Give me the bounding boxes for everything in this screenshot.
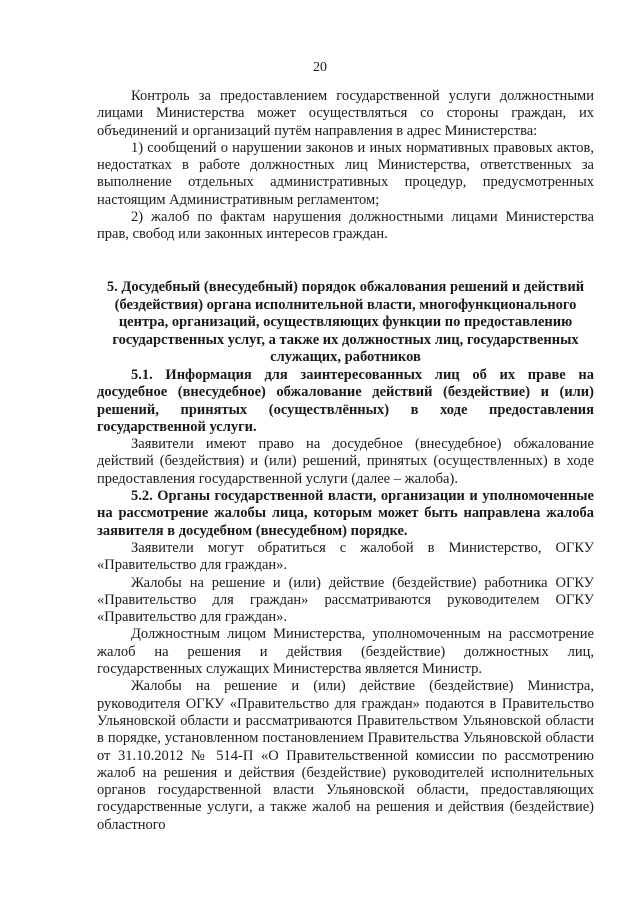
body-paragraph: Заявители могут обратиться с жалобой в Министерство, ОГКУ «Правительство для граждан». <box>97 539 594 574</box>
body-paragraph: Заявители имеют право на досудебное (внесудебное) обжалование действий (бездействия) и (или) решений, принятых (осуществленных) в ходе предоставления государственной услуги (далее – жалоба). <box>97 436 594 487</box>
body-paragraph: Жалобы на решение и (или) действие (бездействие) Министра, руководителя ОГКУ «Правительство для граждан» подаются в Правительство Ульяновской области и рассматриваются Правительством Ульяновской области в порядке, установленном постановлением Правительства Ульяновской области от 31.10.2012 № 514-П «О Правительственной комиссии по рассмотрению жалоб на решения и действия (бездействие) руководителей исполнительных органов государственной власти Ульяновской области, предоставляющих государственные услуги, а также жалоб на решения и действия (бездействие) областного <box>97 678 594 833</box>
subsection-heading: 5.1. Информация для заинтересованных лиц об их праве на досудебное (внесудебное) обжалование действий (бездействие) и (или) решений, принятых (осуществлённых) в ходе предоставления государственной услуги. <box>97 367 594 435</box>
subsection-heading: 5.2. Органы государственной власти, организации и уполномоченные на рассмотрение жалобы лица, которым может быть направлена жалоба заявителя в досудебном (внесудебном) порядке. <box>97 488 594 539</box>
section-body <box>97 367 594 834</box>
intro-paragraph: Контроль за предоставлением государственной услуги должностными лицами Министерства может осуществляться со стороны граждан, их объединений и организаций путём направления в адрес Министерства: <box>97 88 594 139</box>
intro-block <box>97 88 594 244</box>
intro-paragraph: 2) жалоб по фактам нарушения должностными лицами Министерства прав, свобод или законных интересов граждан. <box>97 209 594 243</box>
intro-paragraph: 1) сообщений о нарушении законов и иных нормативных правовых актов, недостатках в работе должностных лиц Министерства, ответственных за выполнение отдельных административных процедур, предусмотренных настоящим Административным регламентом; <box>97 139 594 208</box>
section-heading: 5. Досудебный (внесудебный) порядок обжалования решений и действий (бездействия) органа исполнительной власти, многофункционального центра, организаций, осуществляющих функции по предоставлению государственных услуг, а также их должностных лиц, государственных служащих, работников <box>106 279 585 366</box>
body-paragraph: Жалобы на решение и (или) действие (бездействие) работника ОГКУ «Правительство для граждан» рассматриваются руководителем ОГКУ «Правительство для граждан». <box>97 574 594 626</box>
body-paragraph: Должностным лицом Министерства, уполномоченным на рассмотрение жалоб на решения и действия (бездействие) должностных лиц, государственных служащих Министерства является Министр. <box>97 626 594 678</box>
page-number: 20 <box>313 60 327 75</box>
